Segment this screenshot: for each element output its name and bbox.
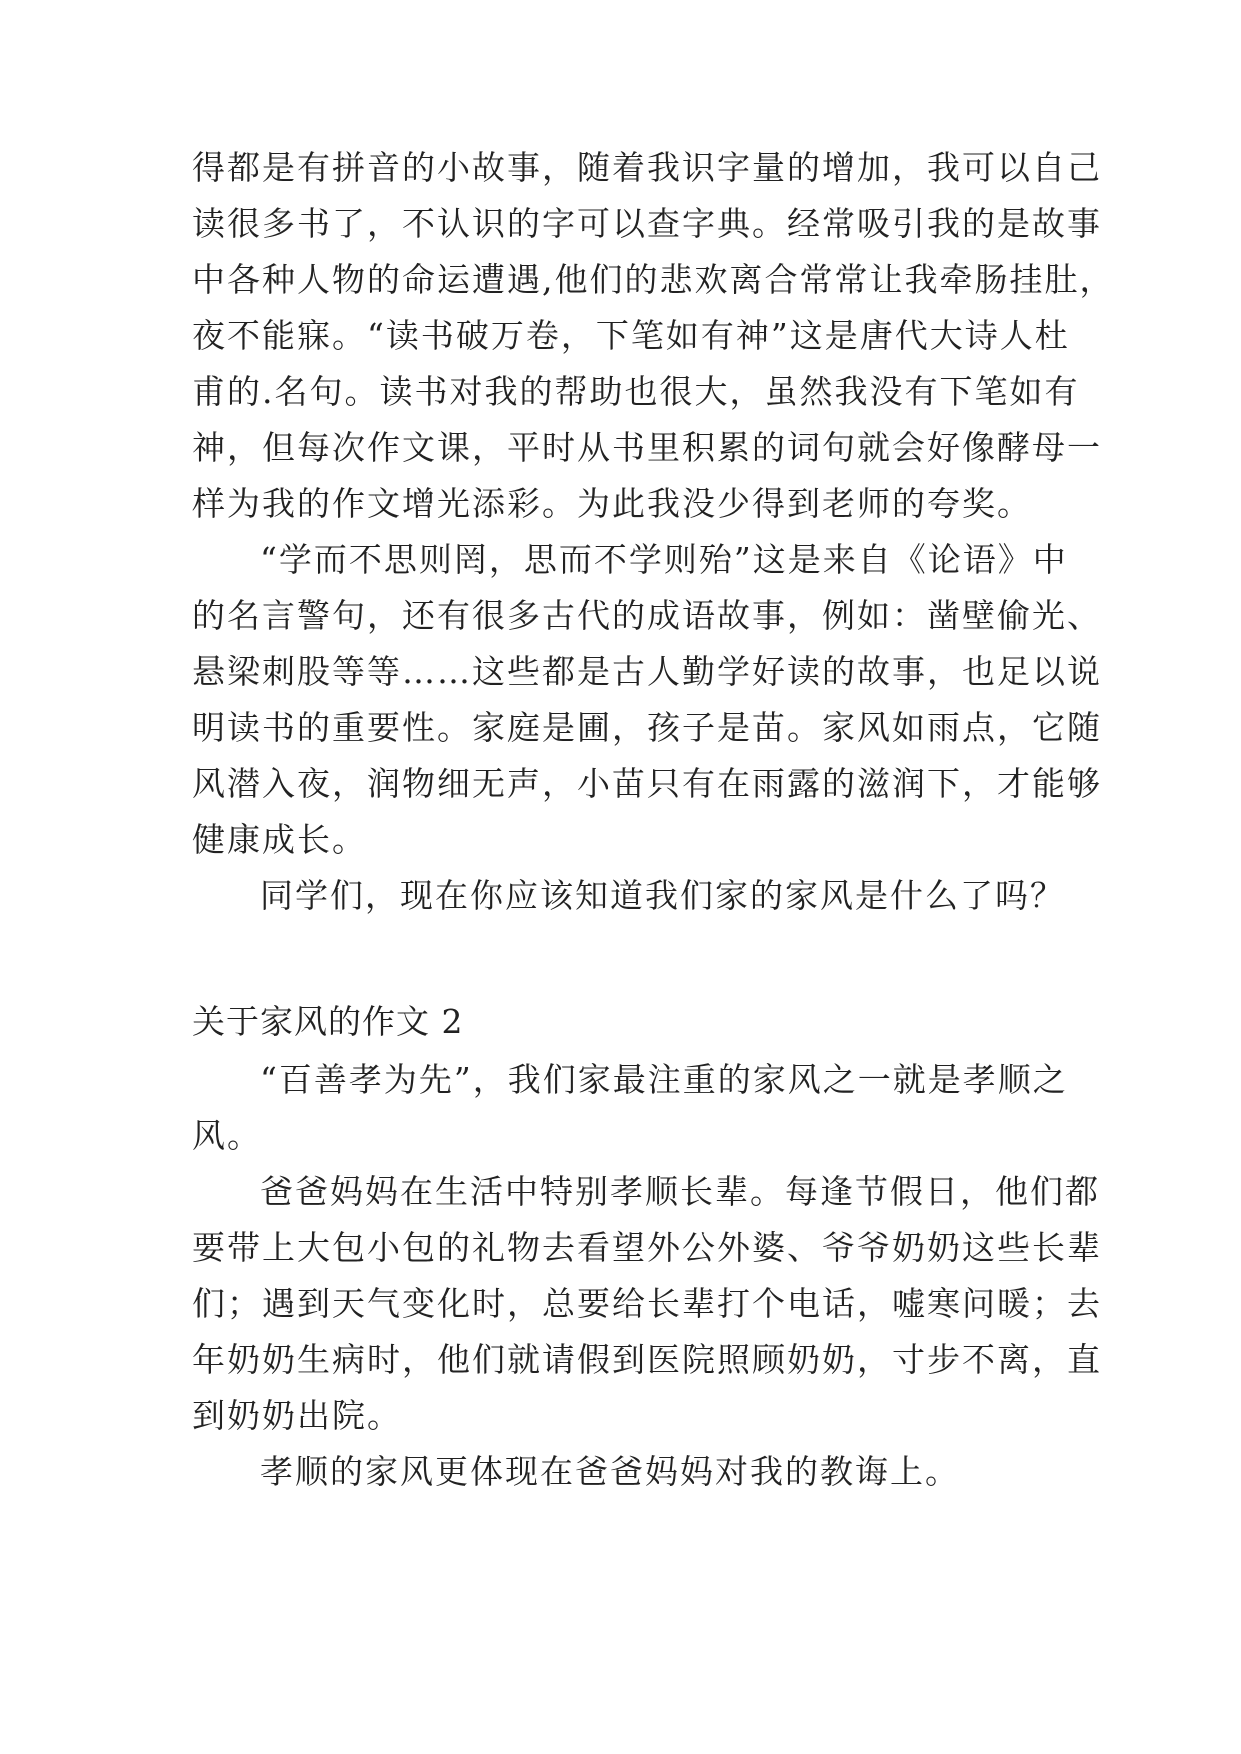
paragraph-line: 孝顺的家风更体现在爸爸妈妈对我的教诲上。	[260, 1452, 960, 1491]
paragraph-line: “百善孝为先”，我们家最注重的家风之一就是孝顺之	[260, 1060, 1068, 1099]
paragraph-line: 们；遇到天气变化时，总要给长辈打个电话，嘘寒问暖；去	[192, 1284, 1102, 1323]
paragraph-line: 要带上大包小包的礼物去看望外公外婆、爷爷奶奶这些长辈	[192, 1228, 1102, 1267]
paragraph-line: 健康成长。	[192, 820, 367, 859]
paragraph-line: 样为我的作文增光添彩。为此我没少得到老师的夸奖。	[192, 484, 1032, 523]
paragraph-line: “学而不思则罔，思而不学则殆”这是来自《论语》中	[260, 540, 1068, 579]
paragraph-line: 风潜入夜，润物细无声，小苗只有在雨露的滋润下，才能够	[192, 764, 1102, 803]
paragraph-line: 夜不能寐。“读书破万卷，下笔如有神”这是唐代大诗人杜	[192, 316, 1070, 355]
paragraph-line: 风。	[192, 1116, 262, 1155]
paragraph-line: 得都是有拼音的小故事，随着我识字量的增加，我可以自己	[192, 148, 1102, 187]
paragraph-line: 的名言警句，还有很多古代的成语故事，例如：凿壁偷光、	[192, 596, 1102, 635]
paragraph-line: 爸爸妈妈在生活中特别孝顺长辈。每逢节假日，他们都	[260, 1172, 1100, 1211]
paragraph-line: 明读书的重要性。家庭是圃，孩子是苗。家风如雨点，它随	[192, 708, 1102, 747]
paragraph-line: 读很多书了，不认识的字可以查字典。经常吸引我的是故事	[192, 204, 1102, 243]
paragraph-line: 中各种人物的命运遭遇,他们的悲欢离合常常让我牵肠挂肚，	[192, 260, 1115, 299]
paragraph-line: 到奶奶出院。	[192, 1396, 402, 1435]
paragraph-line: 同学们，现在你应该知道我们家的家风是什么了吗？	[260, 876, 1065, 915]
paragraph-line: 年奶奶生病时，他们就请假到医院照顾奶奶，寸步不离，直	[192, 1340, 1102, 1379]
paragraph-line: 悬梁刺股等等……这些都是古人勤学好读的故事，也足以说	[192, 652, 1102, 691]
paragraph-line: 甫的.名句。读书对我的帮助也很大，虽然我没有下笔如有	[192, 372, 1080, 411]
section-heading: 关于家风的作文 2	[192, 1002, 464, 1041]
paragraph-line: 神，但每次作文课，平时从书里积累的词句就会好像酵母一	[192, 428, 1102, 467]
